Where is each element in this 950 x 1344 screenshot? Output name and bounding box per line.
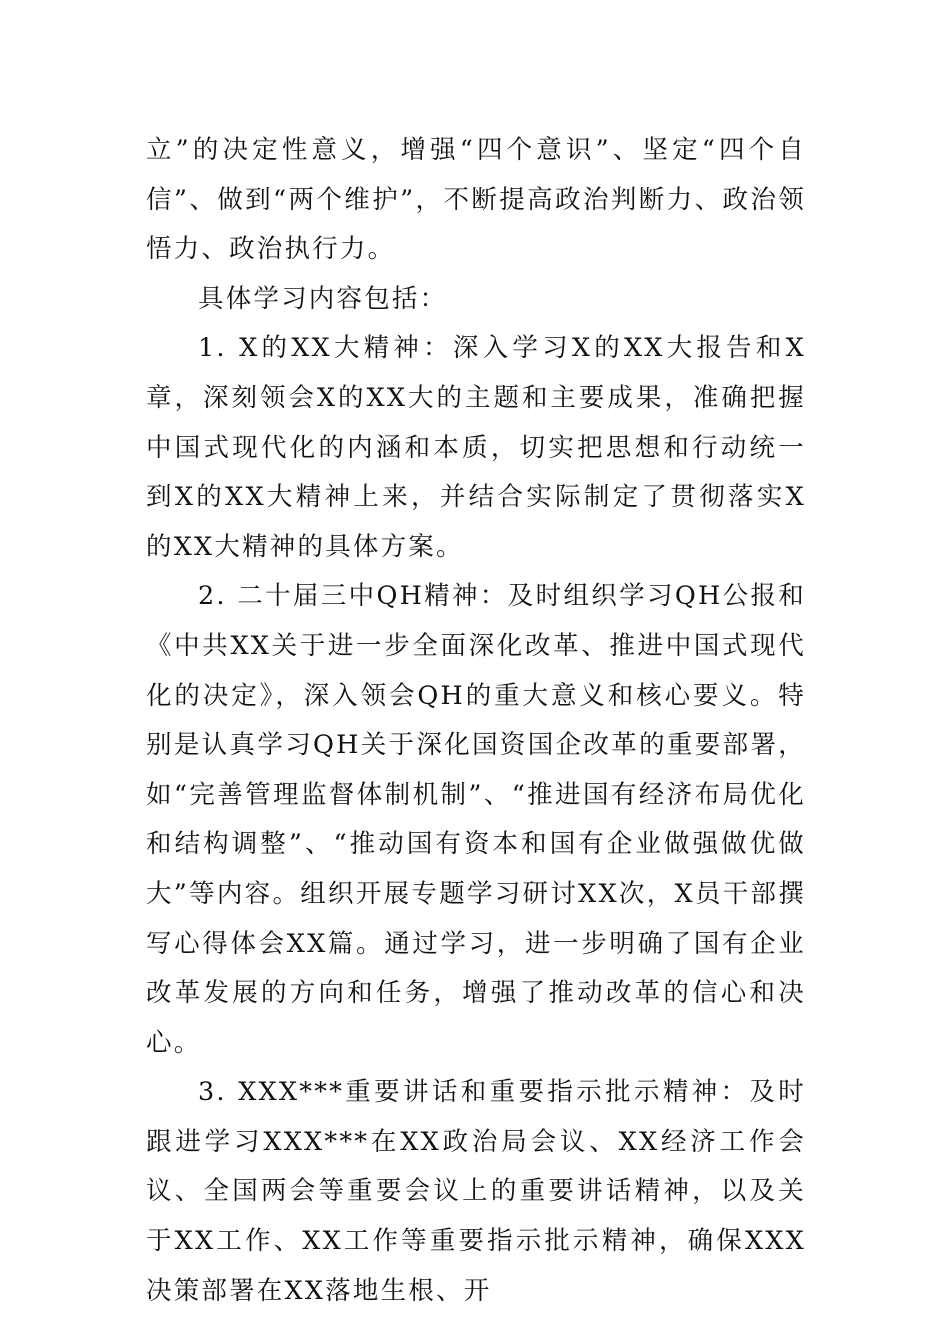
paragraph-item-1: 1. X的XX大精神：深入学习X的XX大报告和X章，深刻领会X的XX大的主题和主要成果，准确把握中国式现代化的内涵和本质，切实把思想和行动统一到X的XX大精神上来，并结合实际制定了贯彻落实X的XX大精神的具体方案。 bbox=[146, 333, 806, 562]
document-body bbox=[146, 126, 806, 1316]
paragraph-continuation: 立”的决定性意义，增强“四个意识”、坚定“四个自信”、做到“两个维护”，不断提高政治判断力、政治领悟力、政治执行力。 bbox=[146, 135, 806, 265]
paragraph-intro: 具体学习内容包括： bbox=[198, 283, 448, 314]
paragraph-item-2: 2. 二十届三中QH精神：及时组织学习QH公报和《中共XX关于进一步全面深化改革、推进中国式现代化的决定》，深入领会QH的重大意义和核心要义。特别是认真学习QH关于深化国资国企改革的重要部署，如“完善管理监督体制机制”、“推进国有经济布局优化和结构调整”、“推动国有资本和国有企业做强做优做大”等内容。组织开展专题学习研讨XX次，X员干部撰写心得体会XX篇。通过学习，进一步明确了国有企业改革发展的方向和任务，增强了推动改革的信心和决心。 bbox=[146, 581, 806, 1058]
paragraph-item-3: 3. XXX***重要讲话和重要指示批示精神：及时跟进学习XXX***在XX政治局会议、XX经济工作会议、全国两会等重要会议上的重要讲话精神，以及关于XX工作、XX工作等重要指示批示精神，确保XXX决策部署在XX落地生根、开 bbox=[146, 1077, 806, 1306]
